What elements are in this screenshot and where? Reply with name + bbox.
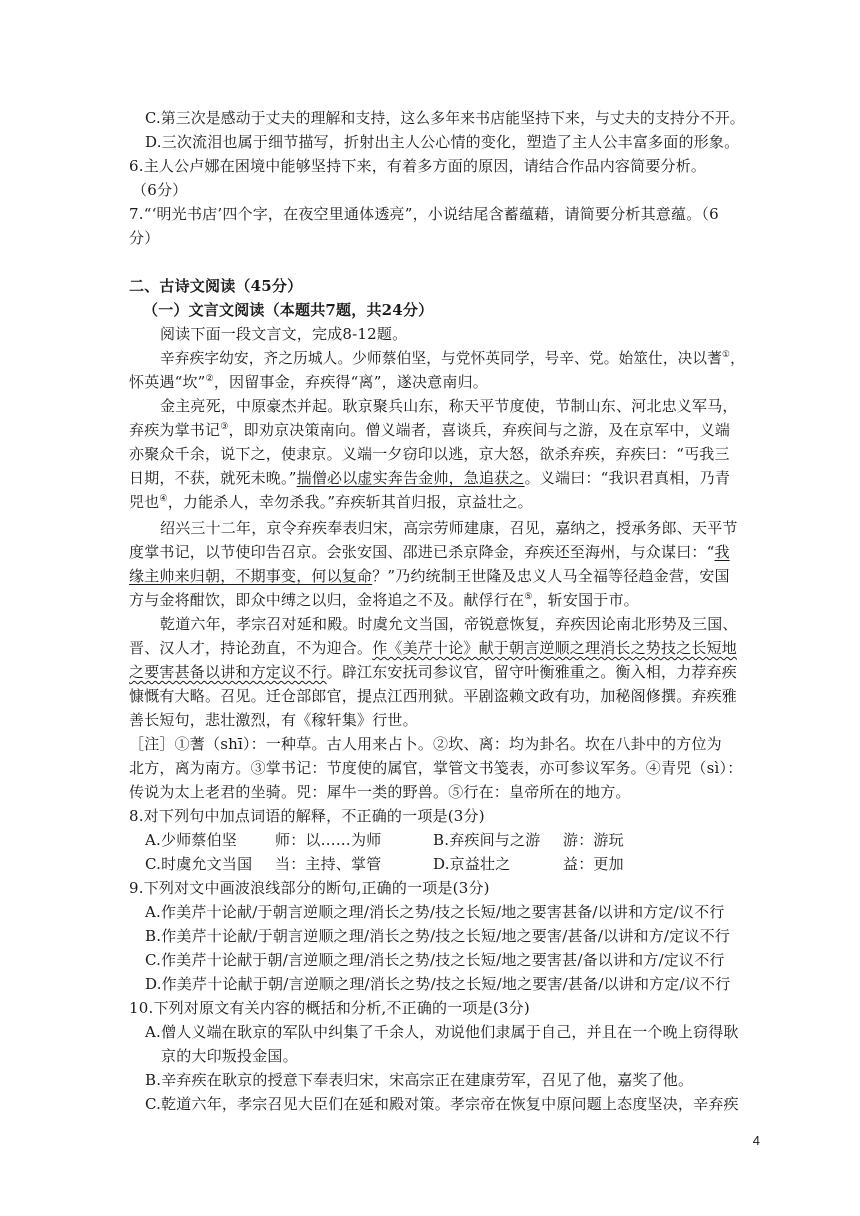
passage-line: 辛弃疾字幼安，齐之历城人。少师蔡伯坚，与党怀英同学，号辛、党。始筮仕，决以蓍①， <box>160 349 745 367</box>
passage-line: 金主亮死，中原豪杰并起。耿京聚兵山东，称天平节度使，节制山东、河北忠义军马， <box>160 397 738 415</box>
q9-option-b: B.作美芹十论献/于朝言逆顺之理/消长之势/技之长短/地之要害/甚备/以讲和方/定议不行 <box>145 927 730 945</box>
option-c: C.第三次是感动于丈夫的理解和支持，这么多年来书店能坚持下来，与丈夫的支持分不开。 <box>145 109 745 127</box>
question-6-score: （6分） <box>132 181 188 199</box>
passage-line: 方与金将酣饮，即众中缚之以归，金将追之不及。献俘行在⑤，斩安国于市。 <box>129 591 639 609</box>
q8-option-c-gloss: 当：主持、掌管 <box>275 855 382 873</box>
passage-line: 怀英遇“坎”②，因留事金，弃疾得“离”，遂决意南归。 <box>129 373 488 391</box>
question-7-line-1: 7.“‘明光书店’四个字，在夜空里通体透亮”，小说结尾含蓄蕴藉，请简要分析其意蕴。（6 <box>129 205 719 223</box>
footnote-ref: ② <box>205 374 214 384</box>
q9-option-a: A.作美芹十论献/于朝言逆顺之理/消长之势/技之长短/地之要害甚备/以讲和方定/议不行 <box>145 903 725 921</box>
note-line: 北方，离为南方。③掌书记：节度使的属官，掌管文书笺表，亦可参议军务。④青兕（sì）： <box>129 759 743 777</box>
q9-option-c: C.作美芹十论献于朝/言逆顺之理/消长之势/技之长短/地之要害甚/备以讲和方/定议不行 <box>145 951 725 969</box>
q8-option-d-gloss: 益：更加 <box>563 855 624 873</box>
underlined-sentence: 揣僧必以虚实奔告金帅，急追获之 <box>296 469 525 487</box>
passage-line: 日期，不获，就死未晚。”揣僧必以虚实奔告金帅，急追获之。义端曰：“我识君真相，乃青 <box>129 469 731 487</box>
question-8: 8.对下列句中加点词语的解释，不正确的一项是(3分) <box>129 807 485 825</box>
page-number: 4 <box>752 1133 760 1148</box>
note-line: ［注］①蓍（shī）：一种草。古人用来占卜。②坎、离：均为卦名。坎在八卦中的方位为 <box>129 735 722 753</box>
passage-line: 度掌书记，以节使印告召京。会张安国、邵进已杀京降金，弃疾还至海州，与众谋曰：“我 <box>129 543 730 561</box>
underlined-sentence: 缘主帅来归朝，不期事变，何以复命 <box>129 567 373 585</box>
q8-option-d: D.京益壮之 <box>433 855 511 873</box>
passage-line: 弃疾为掌书记③，即劝京决策南向。僧义端者，喜谈兵，弃疾间与之游，及在京军中，义端 <box>129 421 731 439</box>
q8-option-a: A.少师蔡伯坚 <box>145 831 238 849</box>
passage-line: 乾道六年，孝宗召对延和殿。时虞允文当国，帝锐意恢复，弃疾因论南北形势及三国、 <box>160 615 738 633</box>
passage-line: 兕也④，力能杀人，幸勿杀我。”弃疾斩其首归报，京益壮之。 <box>129 493 533 511</box>
q8-option-b-gloss: 游：游玩 <box>563 831 624 849</box>
note-line: 传说为太上老君的坐骑。兕：犀牛一类的野兽。⑤行在：皇帝所在的地方。 <box>129 783 631 801</box>
passage-line: 晋、汉人才，持论劲直，不为迎合。作《美芹十论》献于朝言逆顺之理消长之势技之长短地 <box>129 639 738 657</box>
passage-line: 慷慨有大略。召见。迁仓部郎官，提点江西刑狱。平剧盗赖文政有功，加秘阁修撰。弃疾雅 <box>129 687 738 705</box>
q10-option-a-line-1: A.僧人义端在耿京的军队中纠集了千余人，劝说他们隶属于自己，并且在一个晚上窃得耿 <box>145 1023 739 1041</box>
q10-option-a-line-2: 京的大印叛投金国。 <box>161 1047 298 1065</box>
footnote-ref: ③ <box>220 422 229 432</box>
q9-option-d: D.作美芹十论献于朝/言逆顺之理/消长之势/技之长短/地之要害/甚备/以讲和方定/议不行 <box>145 975 731 993</box>
passage-line: 之要害甚备以讲和方定议不行。辟江东安抚司参议官，留守叶衡雅重之。衡入相，力荐弃疾 <box>129 663 738 681</box>
passage-line: 缘主帅来归朝，不期事变，何以复命？”乃约统制王世隆及忠义人马全福等径趋金营，安国 <box>129 567 730 585</box>
q10-option-b: B.辛弃疾在耿京的授意下奉表归宋，宋高宗正在建康劳军，召见了他，嘉奖了他。 <box>145 1071 694 1089</box>
q8-option-c: C.时虞允文当国 <box>145 855 253 873</box>
q8-option-a-gloss: 师：以……为师 <box>275 831 382 849</box>
passage-line: 善长短句，悲壮激烈，有《稼轩集》行世。 <box>129 711 418 729</box>
q10-option-c-line-1: C.乾道六年，孝宗召见大臣们在延和殿对策。孝宗帝在恢复中原问题上态度坚决，辛弃疾 <box>145 1095 739 1113</box>
footnote-ref: ① <box>722 350 731 360</box>
instruction: 阅读下面一段文言文，完成8-12题。 <box>160 325 408 343</box>
section-title: 二、古诗文阅读（45分） <box>129 277 303 295</box>
option-d: D.三次流泪也属于细节描写，折射出主人公心情的变化，塑造了主人公丰富多面的形象。 <box>145 133 740 151</box>
question-7-line-2: 分） <box>129 229 160 247</box>
question-6: 6.主人公卢娜在困境中能够坚持下来，有着多方面的原因，请结合作品内容简要分析。 <box>129 157 707 175</box>
underlined-sentence: 我 <box>714 543 730 561</box>
question-9: 9.下列对文中画波浪线部分的断句,正确的一项是(3分) <box>129 879 490 897</box>
footnote-ref: ④ <box>159 494 168 504</box>
subsection-title: （一）文言文阅读（本题共7题，共24分） <box>143 301 434 319</box>
footnote-ref: ⑤ <box>524 592 533 602</box>
passage-line: 亦聚众千余，说下之，使隶京。义端一夕窃印以逃，京大怒，欲杀弃疾，弃疾曰：“丐我三 <box>129 445 730 463</box>
wavy-underlined-text: 之要害甚备以讲和方定议不行 <box>129 663 327 681</box>
q8-option-b: B.弃疾间与之游 <box>433 831 541 849</box>
question-10: 10.下列对原文有关内容的概括和分析,不正确的一项是(3分) <box>129 999 530 1017</box>
wavy-underlined-text: 作《美芹十论》献于朝言逆顺之理消长之势技之长短地 <box>372 639 738 657</box>
passage-line: 绍兴三十二年，京令弃疾奉表归宋，高宗劳师建康，召见，嘉纳之，授承务郎、天平节 <box>160 519 738 537</box>
